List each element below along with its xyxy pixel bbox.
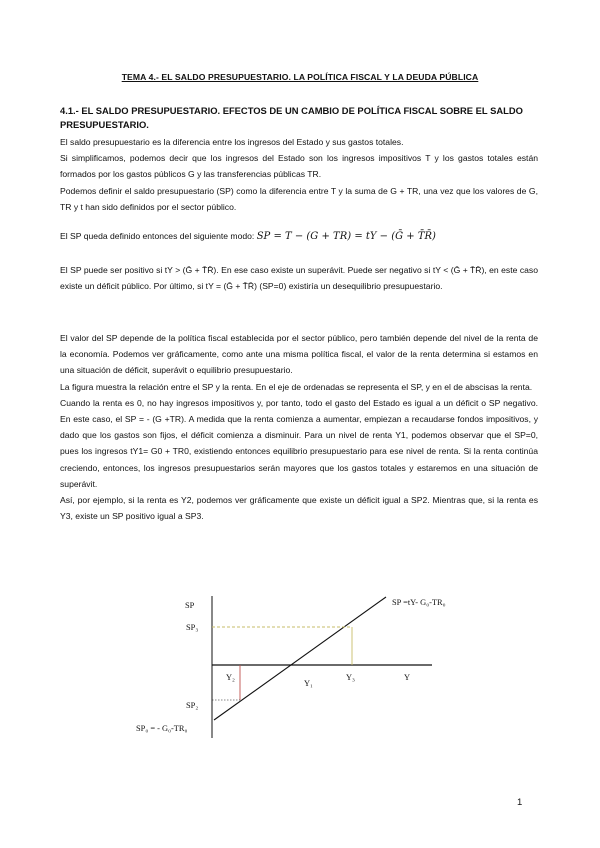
page-number: 1	[517, 797, 523, 808]
sp-income-diagram	[130, 588, 510, 738]
formula-line	[60, 228, 538, 245]
sp-line	[214, 597, 386, 720]
y-axis-label: SP	[185, 601, 195, 610]
sp2-label: SP₂	[186, 701, 199, 710]
formula-intro: El SP queda definido entonces del siguiente modo:	[60, 231, 255, 241]
y2-label: Y₂	[226, 673, 235, 682]
intercept-label: SP₀ = - G₀-TR₀	[136, 724, 188, 733]
section-heading: 4.1.- EL SALDO PRESUPUESTARIO. EFECTOS DE UN CAMBIO DE POLÍTICA FISCAL SOBRE EL SALDO PRESUPUESTARIO.	[60, 105, 523, 130]
sp3-label: SP₃	[186, 623, 199, 632]
sign-paragraph: El SP puede ser positivo si tY > (Ḡ + T̄R̄). En ese caso existe un superávit. Puede ser negativo si tY < (Ḡ + T̄R̄), en este caso existe un déficit público. Por último, si tY = (Ḡ + T̄R̄) (SP=0) existiría un desequilibrio presupuestario.	[60, 265, 538, 292]
sp-line-label: SP =tY- G₀-TR₀	[392, 598, 446, 607]
explanation-paragraph: El valor del SP depende de la política fiscal establecida por el sector público, pero también depende del nivel de la renta de la economía. Podemos ver gráficamente, como ante una misma política fiscal, el valor de la renta determina si estamos en una situación de déficit, superávit o equilibrio presupuestario. La figura muestra la relación entre el SP y la renta. En el eje de ordenadas se representa el SP, y en el de abscisas la renta. Cuando la renta es 0, no hay ingresos impositivos y, por tanto, todo el gasto del Estado es igual a un déficit o SP negativo. En este caso, el SP = - (G +TR). A medida que la renta comienza a aumentar, empiezan a recaudarse fondos impositivos, y dado que los gastos son fijos, el déficit comienza a disminuir. Para un nivel de renta Y1, podemos observar que el SP=0, pues los ingresos tY1= G0 + TR0, existiendo entonces equilibrio presupuestario para ese nivel de renta. Si la renta continúa creciendo, entonces, los ingresos presupuestarios serán mayores que los gastos totales y estaremos en una situación de superávit. Así, por ejemplo, si la renta es Y2, podemos ver gráficamente que existe un déficit igual a SP2. Mientras que, si la renta es Y3, existe un SP positivo igual a SP3.	[60, 333, 538, 522]
sp-formula: SP = T − (G + TR) = tY − (Ḡ + T̄R̄)	[256, 231, 436, 242]
y3-label: Y₃	[346, 673, 355, 682]
sp-income-figure	[130, 588, 510, 738]
x-axis-label: Y	[404, 673, 411, 682]
intro-paragraph: El saldo presupuestario es la diferencia entre los ingresos del Estado y sus gastos totales. Si simplificamos, podemos decir que los ingresos del Estado son los ingresos impositivos T y los gastos totales están formados por los gastos públicos G y las transferencias públicas TR. Podemos definir el saldo presupuestario (SP) como la diferencia entre T y la suma de G + TR, una vez que los valores de G, TR y t han sido definidos por el sector público.	[60, 137, 538, 212]
y1-label: Y₁	[304, 679, 313, 688]
document-title: TEMA 4.- EL SALDO PRESUPUESTARIO. LA POLÍTICA FISCAL Y LA DEUDA PÚBLICA	[121, 72, 479, 82]
